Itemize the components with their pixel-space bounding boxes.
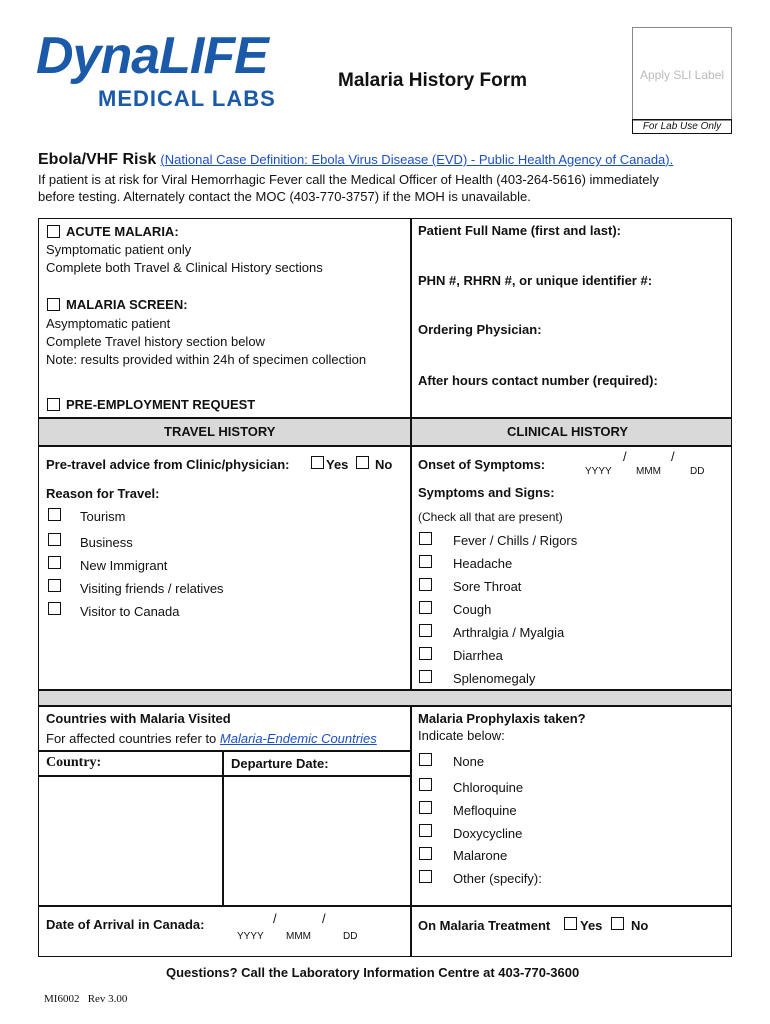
departure-column-header: Departure Date:	[231, 756, 329, 771]
ebola-line-2: before testing. Alternately contact the MOC (403-770-3757) if the MOH is unavailable.	[38, 189, 531, 204]
symptom-splenomegaly-checkbox[interactable]	[419, 670, 432, 683]
reason-option: Business	[80, 535, 133, 550]
acute-title: ACUTE MALARIA:	[66, 224, 179, 239]
arrival-label: Date of Arrival in Canada:	[46, 917, 205, 932]
pre-employment-checkbox[interactable]	[47, 398, 60, 411]
arrival-mmm: MMM	[286, 931, 311, 942]
symptom-throat-checkbox[interactable]	[419, 578, 432, 591]
phn-label: PHN #, RHRN #, or unique identifier #:	[418, 273, 653, 288]
travel-history-header: TRAVEL HISTORY	[164, 424, 276, 439]
ebola-heading	[38, 151, 673, 169]
reason-option: Tourism	[80, 509, 126, 524]
prophylaxis-malarone-checkbox[interactable]	[419, 847, 432, 860]
onset-yyyy: YYYY	[585, 466, 612, 477]
prophylaxis-none-checkbox[interactable]	[419, 753, 432, 766]
arrival-dd: DD	[343, 931, 358, 942]
prophylaxis-option: Malarone	[453, 848, 508, 863]
prophylaxis-mefloquine-checkbox[interactable]	[419, 801, 432, 814]
symptom-option: Headache	[453, 556, 513, 571]
prophylaxis-title: Malaria Prophylaxis taken?	[418, 711, 586, 726]
apply-label-text: Apply SLI Label	[639, 68, 725, 82]
after-hours-label: After hours contact number (required):	[418, 373, 658, 388]
ebola-title: Ebola/VHF Risk	[38, 151, 157, 168]
symptom-diarrhea-checkbox[interactable]	[419, 647, 432, 660]
advice-no-checkbox[interactable]	[356, 456, 369, 469]
prophylaxis-chloroquine-checkbox[interactable]	[419, 778, 432, 791]
pretravel-advice-label: Pre-travel advice from Clinic/physician:	[46, 457, 290, 472]
treatment-no-label: No	[631, 918, 649, 933]
advice-no-label: No	[375, 457, 393, 472]
prophylaxis-indicate: Indicate below:	[418, 728, 505, 743]
reason-immigrant-checkbox[interactable]	[48, 556, 61, 569]
reason-travel-label: Reason for Travel:	[46, 486, 160, 501]
onset-slash-2: /	[671, 449, 675, 464]
reason-business-checkbox[interactable]	[48, 533, 61, 546]
page-title: Malaria History Form	[338, 70, 527, 91]
symptom-option: Cough	[453, 602, 492, 617]
screen-line-3: Note: results provided within 24h of specimen collection	[46, 352, 367, 367]
logo-life-text: LIFE	[159, 27, 268, 85]
ordering-physician-label: Ordering Physician:	[418, 322, 542, 337]
prophylaxis-option: Doxycycline	[453, 826, 523, 841]
symptom-option: Sore Throat	[453, 579, 522, 594]
sli-label-box	[632, 27, 732, 121]
ebola-link[interactable]: (National Case Definition: Ebola Virus Disease (EVD) - Public Health Agency of Canada).	[160, 152, 674, 167]
treatment-yes-label: Yes	[580, 918, 603, 933]
logo	[36, 27, 268, 85]
onset-label: Onset of Symptoms:	[418, 457, 546, 472]
symptom-fever-checkbox[interactable]	[419, 532, 432, 545]
screen-line-2: Complete Travel history section below	[46, 334, 265, 349]
countries-refer-text: For affected countries refer to Malaria-Endemic Countries	[46, 731, 377, 746]
symptoms-label: Symptoms and Signs:	[418, 485, 555, 500]
onset-slash-1: /	[623, 449, 627, 464]
prophylaxis-option: None	[453, 754, 485, 769]
onset-dd: DD	[690, 466, 705, 477]
treatment-label: On Malaria Treatment	[418, 918, 551, 933]
reason-option: New Immigrant	[80, 558, 168, 573]
form-code: MI6002 Rev 3.00	[44, 993, 128, 1005]
prophylaxis-option: Mefloquine	[453, 803, 517, 818]
countries-title: Countries with Malaria Visited	[46, 711, 231, 726]
malaria-screen-checkbox[interactable]	[47, 298, 60, 311]
acute-line-2: Complete both Travel & Clinical History sections	[46, 260, 323, 275]
pre-employment-label: PRE-EMPLOYMENT REQUEST	[66, 397, 256, 412]
screen-line-1: Asymptomatic patient	[46, 316, 171, 331]
logo-medical-labs: MEDICAL LABS	[98, 86, 276, 111]
ebola-line-1: If patient is at risk for Viral Hemorrhagic Fever call the Medical Officer of Health (403-264-5616) immediately	[38, 172, 659, 187]
reason-tourism-checkbox[interactable]	[48, 508, 61, 521]
clinical-history-header: CLINICAL HISTORY	[507, 424, 629, 439]
symptom-headache-checkbox[interactable]	[419, 555, 432, 568]
reason-visiting-checkbox[interactable]	[48, 579, 61, 592]
arrival-slash-1: /	[273, 911, 277, 926]
symptom-option: Splenomegaly	[453, 671, 536, 686]
prophylaxis-doxycycline-checkbox[interactable]	[419, 824, 432, 837]
advice-yes-checkbox[interactable]	[311, 456, 324, 469]
logo-dyna-text: Dyna	[36, 27, 160, 85]
country-column-header: Country:	[46, 755, 102, 770]
acute-line-1: Symptomatic patient only	[46, 242, 192, 257]
advice-yes-label: Yes	[326, 457, 349, 472]
prophylaxis-option: Other (specify):	[453, 871, 542, 886]
acute-malaria-checkbox[interactable]	[47, 225, 60, 238]
ebola-instructions	[38, 171, 738, 205]
symptom-option: Diarrhea	[453, 648, 503, 663]
symptom-arthralgia-checkbox[interactable]	[419, 624, 432, 637]
screen-title: MALARIA SCREEN:	[66, 297, 188, 312]
arrival-yyyy: YYYY	[237, 931, 264, 942]
treatment-yes-checkbox[interactable]	[564, 917, 577, 930]
symptom-option: Fever / Chills / Rigors	[453, 533, 578, 548]
check-all-note: (Check all that are present)	[418, 510, 563, 524]
endemic-countries-link[interactable]: Malaria-Endemic Countries	[219, 731, 377, 746]
onset-mmm: MMM	[636, 466, 661, 477]
questions-footer: Questions? Call the Laboratory Information Centre at 403-770-3600	[166, 965, 580, 980]
reason-option: Visiting friends / relatives	[80, 581, 224, 596]
prophylaxis-option: Chloroquine	[453, 780, 524, 795]
reason-visitor-checkbox[interactable]	[48, 602, 61, 615]
prophylaxis-other-checkbox[interactable]	[419, 870, 432, 883]
lab-use-only: For Lab Use Only	[632, 119, 732, 134]
symptom-option: Arthralgia / Myalgia	[453, 625, 565, 640]
treatment-no-checkbox[interactable]	[611, 917, 624, 930]
symptom-cough-checkbox[interactable]	[419, 601, 432, 614]
arrival-slash-2: /	[322, 911, 326, 926]
reason-option: Visitor to Canada	[80, 604, 180, 619]
patient-name-label: Patient Full Name (first and last):	[418, 223, 621, 238]
